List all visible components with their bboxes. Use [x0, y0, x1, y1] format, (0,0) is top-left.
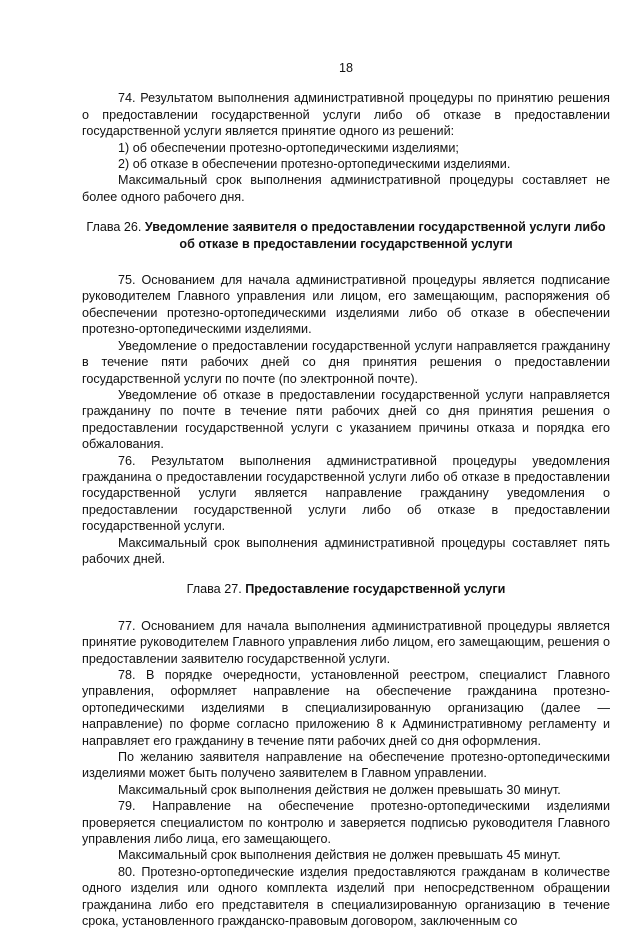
chapter-27-prefix: Глава 27. [186, 582, 242, 597]
paragraph-75-notice: Уведомление о предоставлении государственной услуги направляется гражданину в течение пяти рабочих дней со дня принятия решения о предоставлении государственной услуги по почте (по электронной почте). [82, 338, 610, 386]
paragraph-77: 77. Основанием для начала выполнения административной процедуры является принятие руководителем Главного управления либо лицом, его замещающим, решения о предоставлении заявителю государственной услуги. [82, 618, 610, 666]
chapter-27-heading [82, 581, 610, 597]
paragraph-79: 79. Направление на обеспечение протезно-ортопедическими изделиями проверяется специалистом по контролю и заверяется подписью руководителя Главного управления либо лица, его замещающего. [82, 799, 610, 847]
chapter-26-title: Уведомление заявителя о предоставлении государственной услуги либо об отказе в предоставлении государственной услуги [144, 220, 606, 251]
paragraph-76-time: Максимальный срок выполнения административной процедуры составляет пять рабочих дней. [82, 535, 610, 566]
paragraph-78: 78. В порядке очередности, установленной реестром, специалист Главного управления, оформляет направление на обеспечение гражданина протезно-ортопедическими изделиями в специализированную организацию (далее — направление) по форме согласно приложению 8 к Административному регламенту и направляет его гражданину в течение пяти рабочих дней со дня оформления. [82, 668, 610, 748]
chapter-26-heading [82, 219, 610, 252]
paragraph-75-refusal: Уведомление об отказе в предоставлении государственной услуги направляется гражданину по почте в течение пяти рабочих дней со дня принятия решения о предоставлении государственной услуги с указанием причины отказа и порядка его обжалования. [82, 387, 610, 452]
paragraph-75: 75. Основанием для начала административной процедуры является подписание руководителем Главного управления или лицом, его замещающим, распоряжения об обеспечении протезно-ортопедическими изделиями либо об отказе в обеспечении протезно-ортопедическими изделиями. [82, 273, 610, 337]
page-number: 18 [338, 61, 353, 75]
paragraph-74: 74. Результатом выполнения административной процедуры по принятию решения о предоставлении государственной услуги либо об отказе в предоставлении государственной услуги является принятие одного из решений: [82, 91, 610, 139]
list-item-1: 1) об обеспечении протезно-ортопедическими изделиями; [118, 140, 459, 155]
paragraph-80: 80. Протезно-ортопедические изделия предоставляются гражданам в количестве одного изделия или одного комплекта изделий при непосредственном обращении гражданина либо его представителя в специализированную организацию в течение срока, установленного гражданско-правовым договором, заключенным со [82, 864, 610, 929]
paragraph-78-time: Максимальный срок выполнения действия не должен превышать 30 минут. [118, 782, 561, 797]
paragraph-79-time: Максимальный срок выполнения действия не должен превышать 45 минут. [118, 848, 561, 863]
paragraph-78-wish: По желанию заявителя направление на обеспечение протезно-ортопедическими изделиями может быть получено заявителем в Главном управлении. [82, 750, 610, 781]
paragraph-74-time: Максимальный срок выполнения административной процедуры составляет не более одного рабочего дня. [82, 173, 610, 204]
chapter-27-title: Предоставление государственной услуги [245, 582, 506, 597]
paragraph-76: 76. Результатом выполнения административной процедуры уведомления гражданина о предоставлении государственной услуги либо об отказе в предоставлении государственной услуги является направление гражданину уведомления о предоставлении государственной услуги либо об отказе в предоставлении государственной услуги. [82, 453, 610, 534]
list-item-2: 2) об отказе в обеспечении протезно-ортопедическими изделиями. [118, 157, 511, 172]
chapter-26-prefix: Глава 26. [86, 220, 142, 235]
